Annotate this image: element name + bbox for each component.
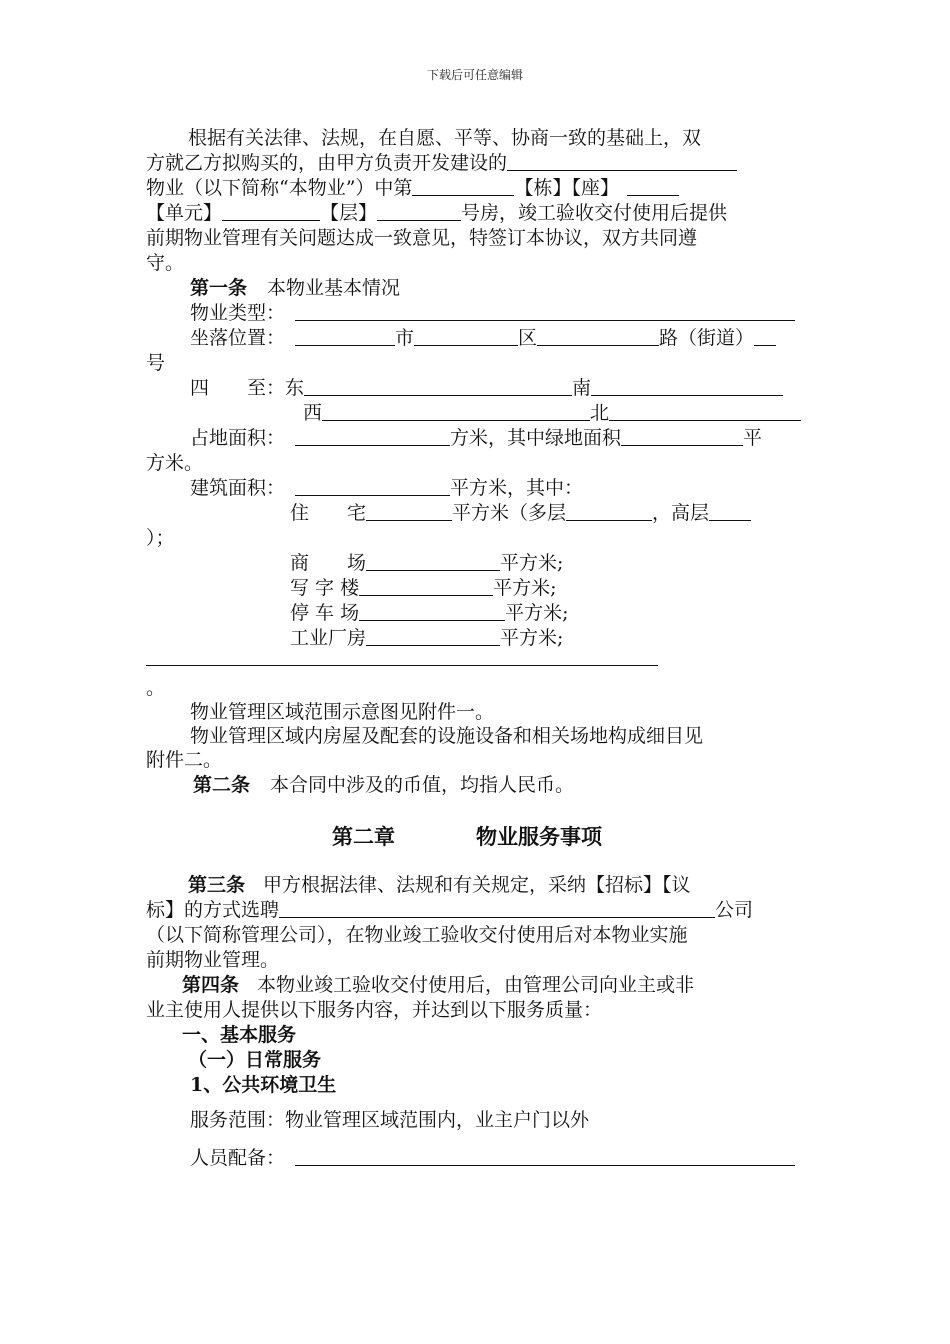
chapter-number: 第二章: [332, 824, 395, 849]
factory-label: 工业厂房: [290, 627, 367, 649]
road-number-blank[interactable]: [754, 327, 776, 346]
article-3-text-2b: 公司: [715, 899, 754, 921]
article-1-text: 本物业基本情况: [267, 277, 401, 299]
article-3-line-1: [146, 873, 806, 897]
mall-row: [146, 551, 806, 575]
residential-high: ，高层: [652, 502, 710, 524]
north-blank[interactable]: [609, 402, 801, 421]
env-text: 1、公共环境卫生: [190, 1074, 337, 1096]
staff-label: 人员配备：: [190, 1147, 286, 1169]
build-area-mid: 平方米，其中：: [450, 477, 584, 499]
road-blank[interactable]: [537, 327, 659, 346]
parking-unit: 平方米;: [505, 602, 569, 624]
parking-row: [146, 601, 806, 625]
intro-text-1: 根据有关法律、法规，在自愿、平等、协商一致的基础上，双: [188, 127, 702, 149]
number-label: 号: [146, 352, 166, 374]
intro-line-4: [146, 201, 806, 225]
map-text: 物业管理区域范围示意图见附件一。: [190, 701, 495, 723]
property-type-row: [146, 301, 806, 325]
intro-line-6: 守。: [146, 252, 185, 274]
building-blank[interactable]: [412, 177, 514, 196]
land-area-label: 占地面积：: [190, 427, 286, 449]
office-unit: 平方米;: [493, 577, 557, 599]
page-header: 下载后可任意编辑: [426, 68, 523, 82]
article-2-line: [146, 773, 806, 797]
chapter-name: 物业服务事项: [476, 824, 602, 849]
build-area-label: 建筑面积：: [190, 477, 286, 499]
west-label: 西: [303, 402, 323, 424]
article-4-line-2: 业主使用人提供以下服务内容，并达到以下服务质量：: [146, 999, 603, 1021]
boundary-row-2: [146, 401, 806, 425]
article-3-line-2: [146, 898, 806, 922]
mall-label: 商 场: [290, 552, 367, 574]
intro-line-1: [146, 126, 806, 150]
north-label: 北: [590, 402, 610, 424]
highrise-blank[interactable]: [709, 502, 751, 521]
west-blank[interactable]: [322, 402, 590, 421]
floor-blank[interactable]: [377, 202, 461, 221]
intro-text-3b: 【栋】【座】: [514, 177, 619, 199]
build-area-row: [146, 476, 806, 500]
intro-text-4b: 【层】: [320, 202, 378, 224]
article-4-title: 第四条: [182, 974, 240, 996]
article-1-heading: [146, 276, 806, 300]
staff-blank[interactable]: [295, 1147, 795, 1166]
staff-row: [146, 1146, 806, 1170]
daily-service-heading: [146, 1048, 806, 1072]
article-4-line-1: [146, 973, 806, 997]
residential-label: 住 宅: [290, 502, 367, 524]
intro-text-3: 物业（以下简称“本物业”）中第: [146, 177, 413, 199]
location-row: [146, 326, 806, 350]
boundary-label: 四 至：: [190, 377, 286, 399]
company-name-blank[interactable]: [279, 899, 715, 918]
residential-row: [146, 501, 806, 525]
land-area-blank[interactable]: [295, 427, 450, 446]
property-type-blank[interactable]: [295, 302, 795, 321]
land-area-end: 平: [743, 427, 763, 449]
residential-mid: 平方米（多层: [452, 502, 567, 524]
intro-text-4c: 号房，竣工验收交付使用后提供: [461, 202, 728, 224]
city-blank[interactable]: [295, 327, 395, 346]
land-area-mid: 方米，其中绿地面积: [450, 427, 622, 449]
city-label: 市: [395, 327, 415, 349]
unit-blank[interactable]: [222, 202, 320, 221]
extra-info-blank[interactable]: [146, 665, 658, 666]
map-line: [146, 700, 806, 724]
intro-line-3: [146, 176, 806, 200]
south-label: 南: [572, 377, 592, 399]
parking-label: 停 车 场: [290, 602, 360, 624]
mall-blank[interactable]: [366, 552, 500, 571]
article-3-text-2a: 标】的方式选聘: [146, 899, 280, 921]
mall-unit: 平方米;: [500, 552, 564, 574]
east-label: 东: [285, 377, 305, 399]
article-3-title: 第三条: [188, 874, 246, 896]
article-3-line-4: 前期物业管理。: [146, 949, 280, 971]
article-3-text-1: 甲方根据法律、法规和有关规定，采纳【招标】【议: [263, 874, 691, 896]
article-1-title: 第一条: [190, 277, 248, 299]
office-label: 写 字 楼: [290, 577, 360, 599]
district-label: 区: [518, 327, 538, 349]
district-blank[interactable]: [414, 327, 518, 346]
article-2-title: 第二条: [193, 774, 251, 796]
land-area-row: [146, 426, 806, 450]
multistory-blank[interactable]: [566, 502, 652, 521]
parking-blank[interactable]: [359, 602, 505, 621]
factory-blank[interactable]: [366, 627, 500, 646]
detail-line-2: 附件二。: [146, 749, 223, 771]
detail-line-1: [146, 724, 806, 748]
article-3-line-3: （以下简称管理公司），在物业竣工验收交付使用后对本物业实施: [146, 924, 688, 946]
location-label: 坐落位置：: [190, 327, 286, 349]
article-2-text: 本合同中涉及的币值，均指人民币。: [270, 774, 575, 796]
property-type-label: 物业类型：: [190, 302, 286, 324]
boundary-row-1: [146, 376, 806, 400]
project-name-blank[interactable]: [507, 152, 737, 171]
intro-text-2: 方就乙方拟购买的，由甲方负责开发建设的: [146, 152, 508, 174]
road-label: 路（街道）: [659, 327, 755, 349]
intro-line-2: [146, 151, 806, 175]
scope-text: 服务范围：物业管理区域范围内，业主户门以外: [190, 1109, 590, 1131]
detail-text-1: 物业管理区域内房屋及配套的设施设备和相关场地构成细目见: [190, 725, 704, 747]
land-area-cont: 方米。: [146, 452, 204, 474]
env-heading: [146, 1073, 806, 1097]
period-mark: 。: [146, 677, 166, 699]
residential-blank[interactable]: [366, 502, 452, 521]
basic-service-heading: [146, 1023, 806, 1047]
green-area-blank[interactable]: [621, 427, 743, 446]
build-area-blank[interactable]: [295, 477, 450, 496]
residential-end: ）；: [146, 527, 175, 549]
factory-row: [146, 626, 806, 650]
south-blank[interactable]: [591, 377, 783, 396]
block-blank[interactable]: [627, 177, 679, 196]
basic-service-text: 一、基本服务: [182, 1024, 297, 1046]
east-blank[interactable]: [304, 377, 572, 396]
factory-unit: 平方米;: [500, 627, 564, 649]
intro-line-5: 前期物业管理有关问题达成一致意见，特签订本协议，双方共同遵: [146, 227, 698, 249]
scope-line: [146, 1108, 806, 1132]
office-blank[interactable]: [359, 577, 493, 596]
daily-service-text: （一）日常服务: [188, 1049, 322, 1071]
article-4-text-1: 本物业竣工验收交付使用后，由管理公司向业主或非: [257, 974, 695, 996]
office-row: [146, 576, 806, 600]
intro-text-4a: 【单元】: [146, 202, 223, 224]
